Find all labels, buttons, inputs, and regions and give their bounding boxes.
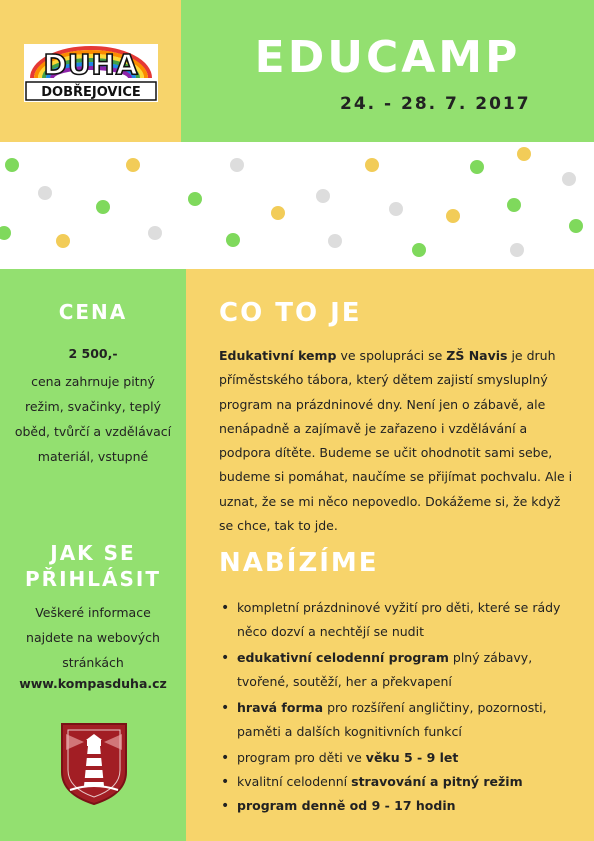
list-item: • edukativní celodenní program plný zábavy, tvořené, soutěží, her a překvapení — [219, 646, 579, 694]
polka-dot-band — [0, 142, 594, 269]
offer-heading: NABÍZÍME — [219, 548, 379, 578]
signup-info: Veškeré informace najdete na webových stránkách — [26, 605, 160, 670]
about-paragraph — [219, 344, 574, 538]
signup-heading — [0, 540, 186, 592]
price-heading: CENA — [58, 300, 128, 324]
price-note: cena zahrnuje pitný režim, svačinky, teplý oběd, tvůrčí a vzdělávací materiál, vstupné — [14, 374, 172, 464]
event-dates: 24. - 28. 7. 2017 — [340, 94, 531, 114]
signup-heading-line1: JAK SE — [50, 541, 136, 565]
about-heading: CO TO JE — [219, 298, 362, 328]
list-item: • hravá forma pro rozšíření angličtiny, pozornosti, paměti a dalších kognitivních funkcí — [219, 696, 579, 744]
list-item: • kompletní prázdninové vyžití pro děti, které se rády něco dozví a nechtějí se nudit — [219, 596, 579, 644]
about-bold-1: Edukativní kemp — [219, 348, 337, 363]
list-item: • program denně od 9 - 17 hodin — [219, 794, 579, 818]
list-item: • program pro děti ve věku 5 - 9 let — [219, 746, 579, 770]
price-value: 2 500,- — [68, 346, 118, 361]
about-text-1: ve spolupráci se — [336, 348, 447, 363]
website-link[interactable]: www.kompasduha.cz — [19, 676, 167, 691]
logo-subtitle: DOBŘEJOVICE — [41, 85, 141, 100]
signup-heading-line2: PŘIHLÁSIT — [25, 567, 161, 591]
about-text-2: je druh příměstského tábora, který dětem zajistí smysluplný program na prázdninové dny. Není jen o zábavě, ale nenápadně a zajímavě je zařazeno i vzdělávání a podpora dítěte. Budeme se učit ohodnotit sami sebe, budeme si pomáhat, naučíme se přijímat pochvalu. Ale i uznat, že se mi něco nepovedlo. Dokážeme si, že když se chce, tak to jde. — [219, 348, 573, 534]
logo-word: DUHA — [43, 48, 139, 81]
duha-logo — [24, 44, 158, 102]
offer-list — [219, 596, 579, 818]
list-item: • kvalitní celodenní stravování a pitný režim — [219, 770, 579, 794]
about-bold-2: ZŠ Navis — [446, 348, 508, 363]
page-title: EDUCAMP — [254, 32, 521, 83]
lighthouse-shield-icon — [60, 720, 128, 806]
